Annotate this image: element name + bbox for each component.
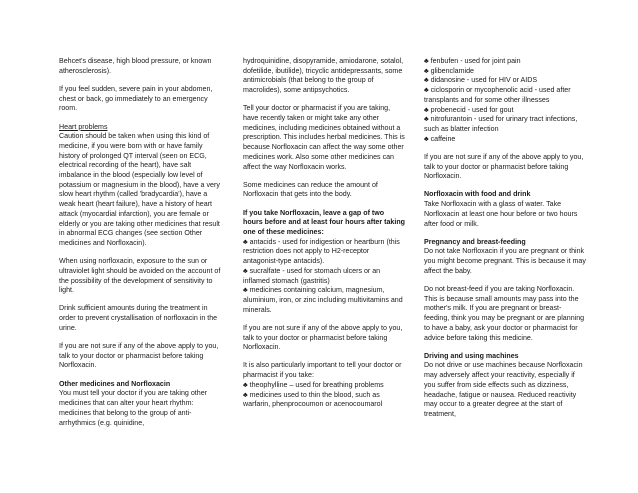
paragraph: Tell your doctor or pharmacist if you are taking, have recently taken or might take any other medicines, including medicines obtained without a prescription. This includes herbal medicines. This is because Norfloxacin can affect the way some other medicines work. Also some other medicines can affect the way Norfloxacin works.: [243, 104, 405, 171]
driving-heading: Driving and using machines: [424, 351, 519, 360]
paragraph: Drink sufficient amounts during the treatment in order to prevent crystallisation of norfloxacin in the urine.: [59, 304, 218, 332]
paragraph: Take Norfloxacin with a glass of water. Take Norfloxacin at least one hour before or two hours after food or milk.: [424, 200, 578, 228]
paragraph: When using norfloxacin, exposure to the sun or ultraviolet light should be avoided on the account of the possibility of the development of sensitivity to light.: [59, 257, 221, 295]
paragraph: hydroquinidine, disopyramide, amiodarone, sotalol, dofetilide, ibutilide), tricyclic antidepressants, some antimicrobials (that belong to the group of macrolides), some antipsychotics.: [243, 57, 404, 95]
paragraph: Do not take Norfloxacin if you are pregnant or think you might become pregnant. This is because it may affect the baby.: [424, 247, 586, 275]
list-item: ♣ probenecid - used for gout: [424, 105, 514, 114]
paragraph: Behcet's disease, high blood pressure, or known atherosclerosis).: [59, 57, 212, 75]
list-item: ♣ antacids - used for indigestion or heartburn (this restriction does not apply to H2-receptor antagonist-type antacids).: [243, 237, 400, 266]
list-item: ♣ nitrofurantoin - used for urinary tract infections, such as blatter infection: [424, 115, 578, 133]
list-item: ♣ didanosine - used for HIV or AIDS: [424, 76, 538, 85]
paragraph: Do not drive or use machines because Norfloxacin may adversely affect your reactivity, especially if you suffer from side effects such as dizziness, headache, fatigue or nausea. Reduced reactivity may occur to a greater degree at the start of treatment,: [424, 361, 583, 418]
food-drink-heading: Norfloxacin with food and drink: [424, 190, 531, 199]
paragraph: If you are not sure if any of the above apply to you, talk to your doctor or pharmacist before taking Norfloxacin.: [243, 323, 403, 352]
list-item: ♣ glibenclamide: [424, 66, 475, 75]
list-item: ♣ medicines used to thin the blood, such as warfarin, phenprocoumon or acenocoumarol: [243, 390, 383, 409]
list-item: ♣ caffeine: [424, 134, 456, 143]
gap-warning: If you take Norfloxacin, leave a gap of two hours before and at least four hours after taking one of these medicines:: [243, 208, 405, 237]
paragraph: Some medicines can reduce the amount of Norfloxacin that gets into the body.: [243, 180, 378, 199]
list-item: ♣ fenbufen - used for joint pain: [424, 57, 521, 65]
list-item: ♣ theophylline – used for breathing problems: [243, 380, 384, 389]
paragraph: Do not breast-feed if you are taking Norfloxacin. This is because small amounts may pass into the mother's milk. If you are pregnant or breast-feeding, think you may be pregnant or are planning to have a baby, ask your doctor or pharmacist for advice before taking this medicine.: [424, 285, 585, 342]
column-middle: [243, 57, 405, 410]
pregnancy-heading: Pregnancy and breast-feeding: [424, 237, 526, 246]
paragraph: If you are not sure if any of the above apply to you, talk to your doctor or pharmacist before taking Norfloxacin.: [424, 152, 584, 181]
list-item: ♣ sucralfate - used for stomach ulcers or an inflamed stomach (gastritis): [243, 266, 381, 285]
heart-problems-heading: Heart problems: [59, 122, 108, 131]
column-right: [424, 57, 586, 420]
paragraph: You must tell your doctor if you are taking other medicines that can alter your heart rhythm: medicines that belong to the group of anti-arrhythmics (e.g. quinidine,: [59, 389, 207, 427]
paragraph: Caution should be taken when using this kind of medicine, if you were born with or have family history of prolonged QT interval (seen on ECG, electrical recording of the heart), have salt imbalance in the blood (especially low level of potassium or magnesium in the blood), have a very slow heart rhythm (called 'bradycardia'), have a weak heart (heart failure), have a history of heart attack (myocardial infarction), you are female or elderly or you are taking other medicines that result in abnormal ECG changes (see section Other medicines and Norfloxacin).: [59, 132, 220, 247]
list-item: ♣ medicines containing calcium, magnesium, aluminium, iron, or zinc including multivitamins and minerals.: [243, 286, 403, 314]
list-item: ♣ ciclosporin or mycophenolic acid - used after transplants and for some other illnesses: [424, 86, 571, 104]
paragraph: It is also particularly important to tell your doctor or pharmacist if you take:: [243, 361, 402, 380]
column-left: [59, 57, 221, 437]
paragraph: If you feel sudden, severe pain in your abdomen, chest or back, go immediately to an emergency room.: [59, 84, 213, 113]
paragraph: If you are not sure if any of the above apply to you, talk to your doctor or pharmacist before taking Norfloxacin.: [59, 342, 219, 370]
other-medicines-heading: Other medicines and Norfloxacin: [59, 379, 171, 388]
